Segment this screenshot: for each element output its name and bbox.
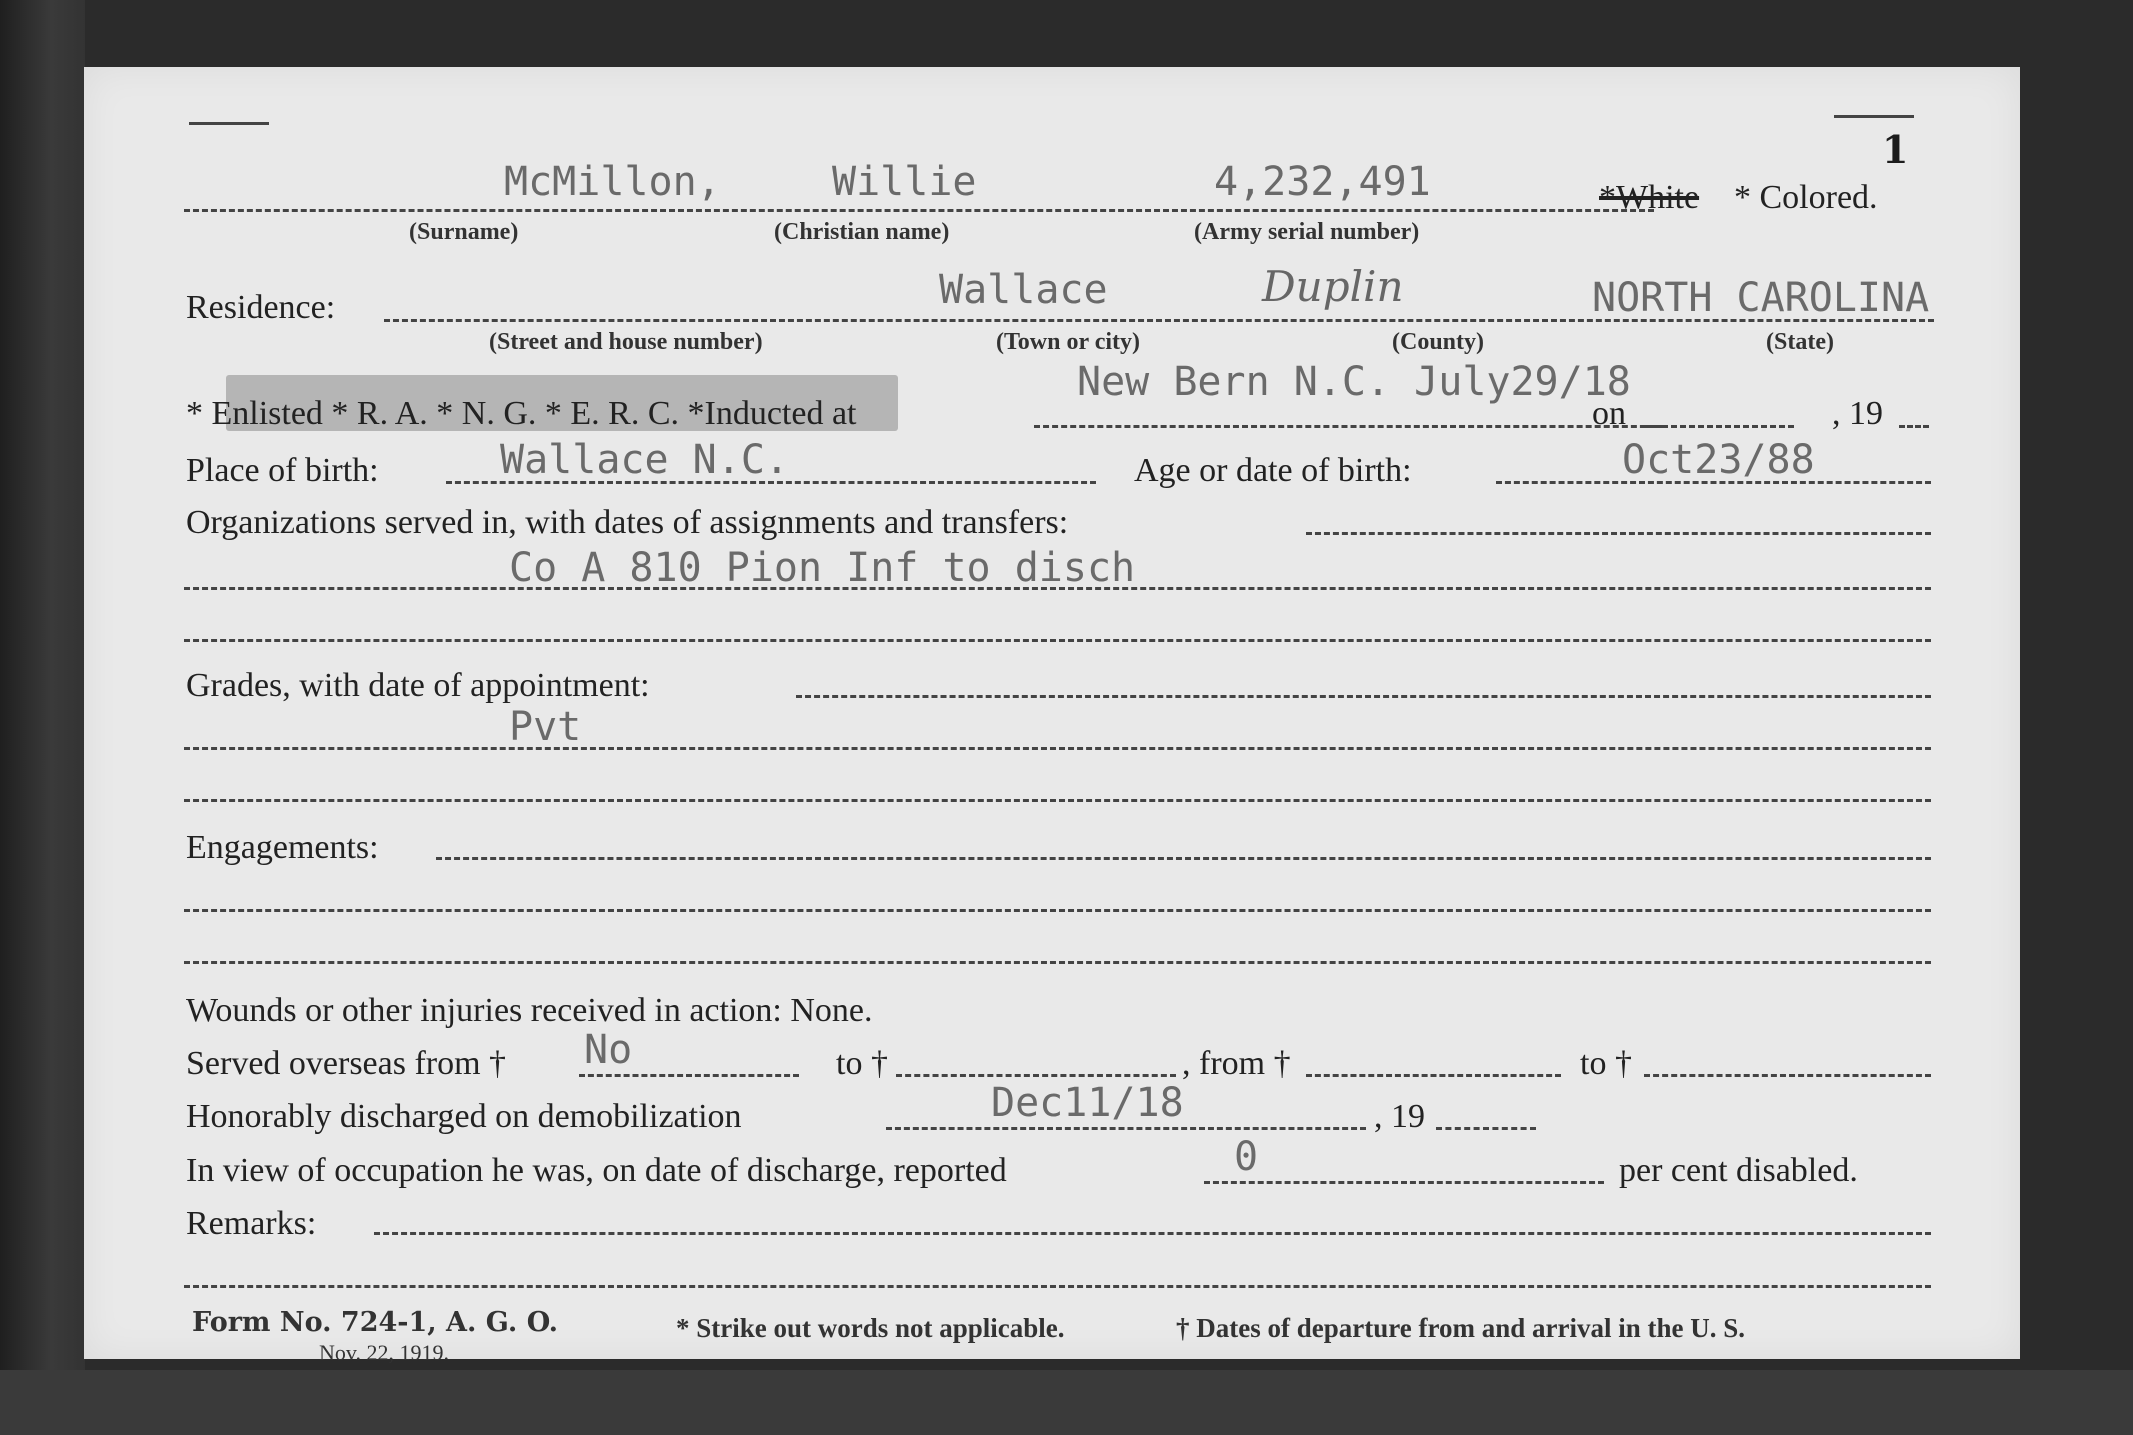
name-line [184,209,1654,212]
overseas-to-line-2 [1644,1074,1931,1077]
corner-rule-right [1834,115,1914,118]
organizations-label: Organizations served in, with dates of assignments and transfers: [186,504,1069,541]
on-date-line [1644,425,1794,428]
state-value: NORTH CAROLINA [1592,275,1930,321]
disabled-percent-value: 0 [1234,1134,1259,1180]
place-of-birth-value: Wallace N.C. [500,437,789,483]
christian-name-value: Willie [832,159,977,205]
organizations-value: Co A 810 Pion Inf to disch [509,545,1136,591]
age-label: Age or date of birth: [1134,452,1412,489]
caption-serial-number: (Army serial number) [1194,219,1420,245]
county-value: Duplin [1262,262,1404,311]
caption-town: (Town or city) [996,329,1140,355]
wounds-label: Wounds or other injuries received in action: None. [186,992,873,1029]
discharge-label: Honorably discharged on demobilization [186,1098,742,1135]
form-date: Nov. 22, 1919. [319,1340,449,1365]
date-of-birth-line [1496,481,1931,484]
overseas-to-label-2: to † [1580,1045,1632,1082]
corner-rule-left [189,122,269,125]
overseas-to-label-1: to † [836,1045,888,1082]
surname-value: McMillon, [504,159,721,205]
remarks-line-1 [374,1232,1931,1235]
race-white-struck: *White [1599,179,1700,216]
organizations-line-1 [1306,532,1931,535]
year-line-b [1436,1127,1536,1130]
caption-state: (State) [1766,329,1834,355]
discharge-line [886,1127,1366,1130]
service-record-card [84,67,2020,1365]
footnote-strike-out: * Strike out words not applicable. [676,1313,1065,1343]
grades-line-1 [796,695,1931,698]
occupation-label: In view of occupation he was, on date of discharge, reported [186,1152,1007,1189]
residence-label: Residence: [186,289,336,326]
engagements-line-3 [184,961,1931,964]
on-label: on [1592,395,1626,432]
enlistment-type-label: * Enlisted * R. A. * N. G. * E. R. C. *Inducted at [186,395,857,432]
inducted-at-line [1034,425,1664,428]
footnote-dates: † Dates of departure from and arrival in the U. S. [1176,1313,1745,1343]
engagements-line-2 [184,909,1931,912]
grades-line-2 [184,747,1931,750]
organizations-line-3 [184,639,1931,642]
remarks-label: Remarks: [186,1205,317,1242]
organizations-line-2 [184,587,1931,590]
year-label-a: , 19 [1832,395,1883,432]
grades-label: Grades, with date of appointment: [186,667,650,704]
disabled-percent-line [1204,1181,1604,1184]
engagements-label: Engagements: [186,829,379,866]
overseas-from-line [579,1074,799,1077]
grades-line-3 [184,799,1931,802]
town-value: Wallace [939,267,1108,313]
caption-county: (County) [1392,329,1485,355]
overseas-from-line-2 [1306,1074,1561,1077]
race-colored: * Colored. [1734,179,1878,216]
overseas-from-label: Served overseas from † [186,1045,507,1082]
remarks-line-2 [184,1285,1931,1288]
inducted-place-date-value: New Bern N.C. July29/18 [1077,359,1631,405]
scan-background-bottom [0,1370,2133,1435]
year-line-a [1899,425,1929,428]
overseas-from-label-2: , from † [1182,1045,1291,1082]
overseas-value: No [584,1027,633,1073]
overseas-to-line-1 [896,1074,1176,1077]
card-number: 1 [1882,127,1909,172]
form-number: Form No. 724-1, A. G. O. [192,1307,559,1338]
discharge-value: Dec11/18 [991,1080,1184,1126]
date-of-birth-value: Oct23/88 [1622,437,1815,483]
engagements-line-1 [436,857,1931,860]
serial-number-value: 4,232,491 [1214,159,1431,205]
scan-background-left [0,0,85,1435]
place-of-birth-label: Place of birth: [186,452,379,489]
residence-line [384,319,1934,322]
disabled-suffix: per cent disabled. [1619,1152,1858,1189]
grades-value: Pvt [509,704,582,750]
caption-surname: (Surname) [409,219,519,245]
place-of-birth-line [446,481,1096,484]
caption-christian-name: (Christian name) [774,219,950,245]
caption-street: (Street and house number) [489,329,763,355]
year-label-b: , 19 [1374,1098,1425,1135]
